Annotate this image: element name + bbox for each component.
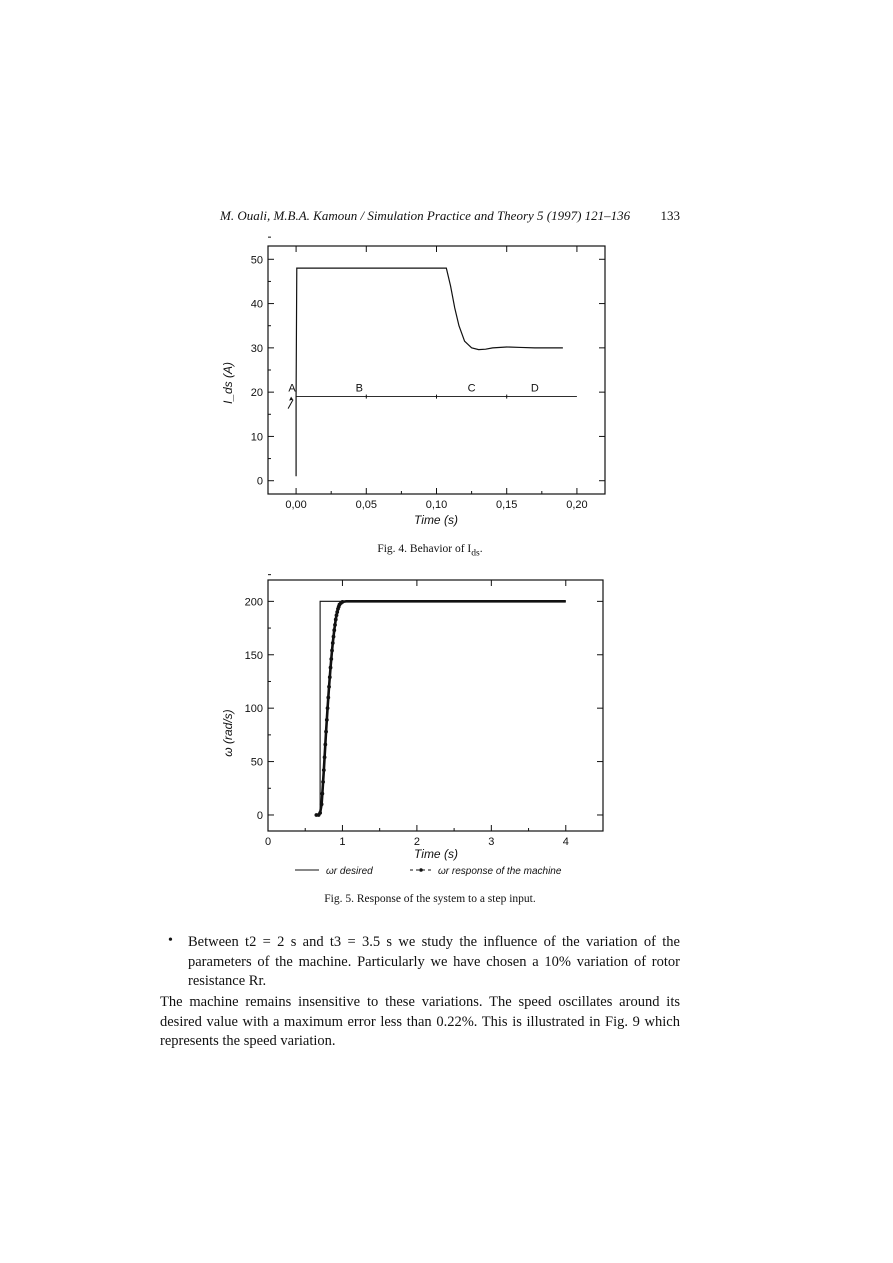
fig4-region-label: C <box>467 382 476 395</box>
fig5-response-point <box>322 768 326 772</box>
fig4-arrow <box>288 400 293 409</box>
fig4-x-tick-label: 0,05 <box>355 499 378 511</box>
fig5-response-point <box>333 623 337 627</box>
fig5-response-point <box>327 685 331 689</box>
fig5-frame <box>268 580 603 831</box>
fig5-legend <box>295 866 562 877</box>
fig5-response-point <box>321 780 325 784</box>
fig4-region-label: A <box>288 382 296 395</box>
fig4-y-tick-label: 0 <box>256 475 263 488</box>
fig5-x-tick-label: 4 <box>562 836 569 848</box>
fig5-response-point <box>334 618 338 622</box>
fig5-x-axis-title: Time (s) <box>414 847 458 861</box>
page-number: 133 <box>660 208 680 223</box>
fig5-response-point <box>323 755 327 759</box>
fig4-y-tick-label: 30 <box>250 342 263 355</box>
fig5-response-point <box>324 730 328 734</box>
fig5-response-point <box>335 613 339 617</box>
fig5-response-point <box>341 600 345 604</box>
fig5-x-tick-label: 3 <box>488 836 495 848</box>
fig4-y-tick-label: 50 <box>250 254 263 267</box>
fig4-x-axis-title: Time (s) <box>414 513 458 527</box>
fig4-x-tick-label: 0,00 <box>285 499 307 511</box>
fig5-response-point <box>329 666 333 670</box>
fig4-x-tick-label: 0,15 <box>495 499 518 511</box>
fig5-response-point <box>320 792 324 796</box>
fig4-y-axis-title-text: I_ds (A) <box>221 361 235 405</box>
fig5-axes <box>245 575 603 848</box>
fig5-series-desired <box>320 601 566 815</box>
fig5-response-point <box>323 743 327 747</box>
fig4-y-tick-label: 40 <box>250 298 263 311</box>
fig4-axes <box>251 237 605 511</box>
fig5-x-tick-label: 2 <box>413 836 420 848</box>
legend-desired-label: ωr desired <box>326 866 373 877</box>
fig4-y-tick-label: 10 <box>250 431 263 444</box>
fig5-y-tick-label: 150 <box>244 649 263 662</box>
fig5-response-point <box>335 610 339 614</box>
fig5-response-point <box>332 628 336 632</box>
fig4-x-tick-label: 0,10 <box>425 499 448 511</box>
bullet-dot: • <box>168 933 173 948</box>
fig5-y-axis-title: ω (rad/s) <box>221 709 235 757</box>
fig4-x-tick-label: 0,20 <box>566 499 588 511</box>
fig5-response-point <box>326 706 330 710</box>
fig4-y-axis-title <box>221 362 235 404</box>
fig5-response-point <box>331 641 335 645</box>
fig4-region-labels <box>288 383 538 395</box>
fig5-response-point <box>328 675 332 679</box>
fig5-response-point <box>332 635 336 639</box>
fig4-series-ids <box>296 268 563 476</box>
fig5-response-point <box>325 718 329 722</box>
body-paragraph: The machine remains insensitive to these variations. The speed oscillates around its desired value with a maximum error less than 0.22%. This is illustrated in Fig. 9 which represents the speed variation. <box>160 994 680 1049</box>
fig4-caption: Fig. 4. Behavior of $I_{ds}$. <box>377 543 483 559</box>
fig5-response-point <box>326 696 330 700</box>
fig5-y-tick-label: 100 <box>244 703 263 716</box>
bullet-text: Between t2 = 2 s and t3 = 3.5 s we study the influence of the variation of the parameters of the machine. Particularly we have chosen a 10% variation of rotor resistance Rr. <box>188 934 680 989</box>
fig5-caption: Fig. 5. Response of the system to a step input. <box>324 893 536 905</box>
fig5-x-tick-label: 1 <box>339 836 346 848</box>
bullet-item <box>160 933 680 992</box>
fig5-response-point <box>320 802 324 806</box>
fig4-region-label: D <box>530 382 539 395</box>
fig5-y-tick-label: 200 <box>244 596 263 609</box>
fig4-frame <box>268 246 605 494</box>
fig5-series-response <box>316 601 565 815</box>
fig5-y-tick-label: 0 <box>256 809 263 822</box>
fig5-series <box>314 600 565 817</box>
fig5-response-point <box>329 657 333 661</box>
fig5-y-tick-label: 50 <box>250 756 263 769</box>
fig5-response-point <box>330 649 334 653</box>
figure-4 <box>221 237 605 527</box>
fig4-series <box>288 268 577 476</box>
fig5-x-tick-label: 0 <box>264 836 272 848</box>
fig5-response-point <box>318 811 322 815</box>
legend-response-label: ωr response of the machine <box>438 866 562 877</box>
figure-5 <box>221 575 603 877</box>
fig4-y-tick-label: 20 <box>250 387 263 400</box>
legend-response-swatch-marker <box>419 868 423 872</box>
running-title: M. Ouali, M.B.A. Kamoun / Simulation Practice and Theory 5 (1997) 121–136 <box>220 208 631 223</box>
fig4-region-label: B <box>355 382 363 395</box>
